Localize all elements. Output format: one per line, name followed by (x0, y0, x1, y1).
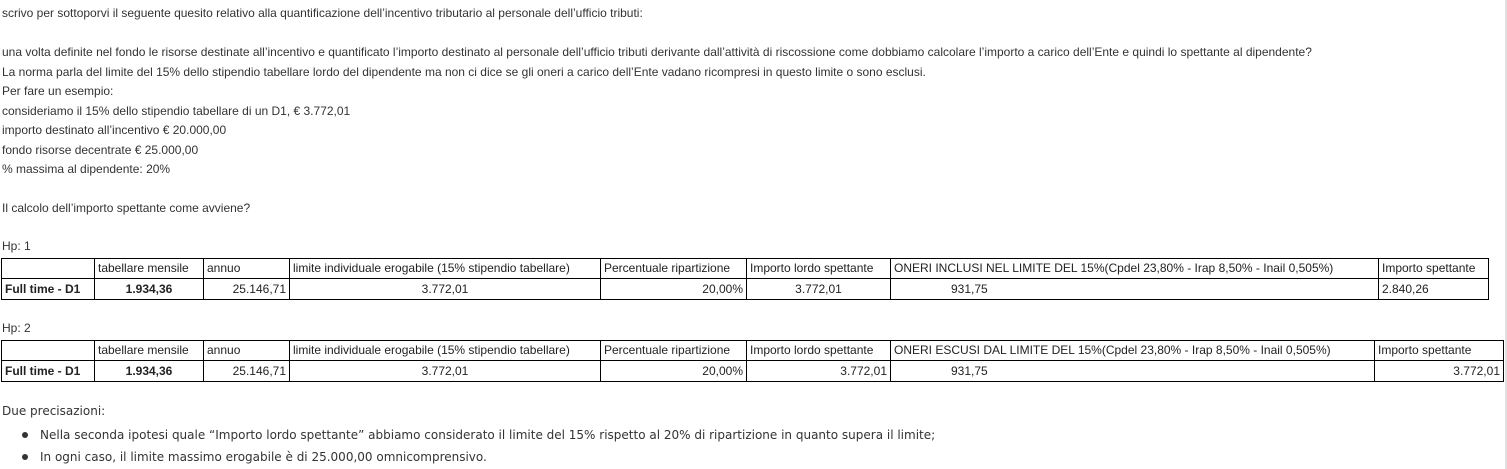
notes-title: Due precisazioni: (2, 404, 106, 418)
cell-oneri: 931,75 (891, 361, 1375, 382)
header-cell: Percentuale ripartizione (601, 259, 747, 279)
cell-lordo: 3.772,01 (747, 279, 891, 300)
bullet-icon (22, 454, 28, 460)
row-label: Full time - D1 (2, 361, 95, 382)
cell-spettante: 3.772,01 (1375, 361, 1504, 382)
intro-line: importo destinato all’incentivo € 20.000,00 (2, 123, 227, 137)
notes-list (22, 424, 935, 468)
table-header-row (2, 341, 1504, 361)
header-cell: ONERI INCLUSI NEL LIMITE DEL 15%(Cpdel 23,80% - Irap 8,50% - Inail 0,505%) (891, 259, 1379, 279)
table-row (2, 361, 1504, 382)
intro-line: fondo risorse decentrate € 25.000,00 (2, 143, 199, 157)
hp2-label: Hp: 2 (2, 321, 31, 335)
intro-line: Il calcolo dell’importo spettante come avviene? (2, 201, 251, 215)
hp1-table (1, 258, 1489, 300)
header-cell: tabellare mensile (95, 259, 204, 279)
list-item-text: Nella seconda ipotesi quale “Importo lordo spettante” abbiamo considerato il limite del 15% rispetto al 20% di ripartizione in quanto supera il limite; (40, 428, 936, 442)
cell-percentuale: 20,00% (601, 361, 747, 382)
header-cell: annuo (204, 341, 290, 361)
cell-percentuale: 20,00% (601, 279, 747, 300)
header-cell: limite individuale erogabile (15% stipendio tabellare) (290, 341, 601, 361)
intro-line: consideriamo il 15% dello stipendio tabellare di un D1, € 3.772,01 (2, 104, 351, 118)
table-header-row (2, 259, 1489, 279)
header-cell: tabellare mensile (95, 341, 204, 361)
hp2-table (1, 340, 1504, 382)
header-cell: Importo spettante (1375, 341, 1504, 361)
cell-limite: 3.772,01 (290, 361, 601, 382)
intro-line: una volta definite nel fondo le risorse destinate all’incentivo e quantificato l’importo destinato al personale dell’ufficio tributi derivante dall’attività di riscossione come dobbiamo calcolare l’importo a carico dell’Ente e quindi lo spettante al dipendente? (2, 45, 1312, 59)
intro-line: scrivo per sottoporvi il seguente quesito relativo alla quantificazione dell’incentivo tributario al personale dell’ufficio tributi: (2, 6, 643, 20)
intro-line: % massima al dipendente: 20% (2, 162, 171, 176)
header-cell: Importo spettante (1379, 259, 1489, 279)
list-item (22, 424, 935, 446)
cell-annuo: 25.146,71 (204, 279, 290, 300)
intro-line: Per fare un esempio: (2, 84, 114, 98)
header-cell: limite individuale erogabile (15% stipendio tabellare) (290, 259, 601, 279)
row-label: Full time - D1 (2, 279, 95, 300)
list-item (22, 446, 935, 468)
hp1-label: Hp: 1 (2, 239, 31, 253)
header-cell: Importo lordo spettante (747, 259, 891, 279)
intro-line: La norma parla del limite del 15% dello stipendio tabellare lordo del dipendente ma non ci dice se gli oneri a carico dell’Ente vadano ricompresi in questo limite o sono esclusi. (2, 65, 926, 79)
header-cell: Importo lordo spettante (747, 341, 891, 361)
cell-annuo: 25.146,71 (204, 361, 290, 382)
header-cell: annuo (204, 259, 290, 279)
table-row (2, 279, 1489, 300)
header-cell (2, 341, 95, 361)
list-item-text: In ogni caso, il limite massimo erogabile è di 25.000,00 omnicomprensivo. (40, 450, 487, 464)
cell-lordo: 3.772,01 (747, 361, 891, 382)
cell-tabellare: 1.934,36 (95, 279, 204, 300)
cell-oneri: 931,75 (891, 279, 1379, 300)
cell-spettante: 2.840,26 (1379, 279, 1489, 300)
header-cell: ONERI ESCUSI DAL LIMITE DEL 15%(Cpdel 23,80% - Irap 8,50% - Inail 0,505%) (891, 341, 1375, 361)
bullet-icon (22, 432, 28, 438)
cell-limite: 3.772,01 (290, 279, 601, 300)
cell-tabellare: 1.934,36 (95, 361, 204, 382)
header-cell (2, 259, 95, 279)
header-cell: Percentuale ripartizione (601, 341, 747, 361)
